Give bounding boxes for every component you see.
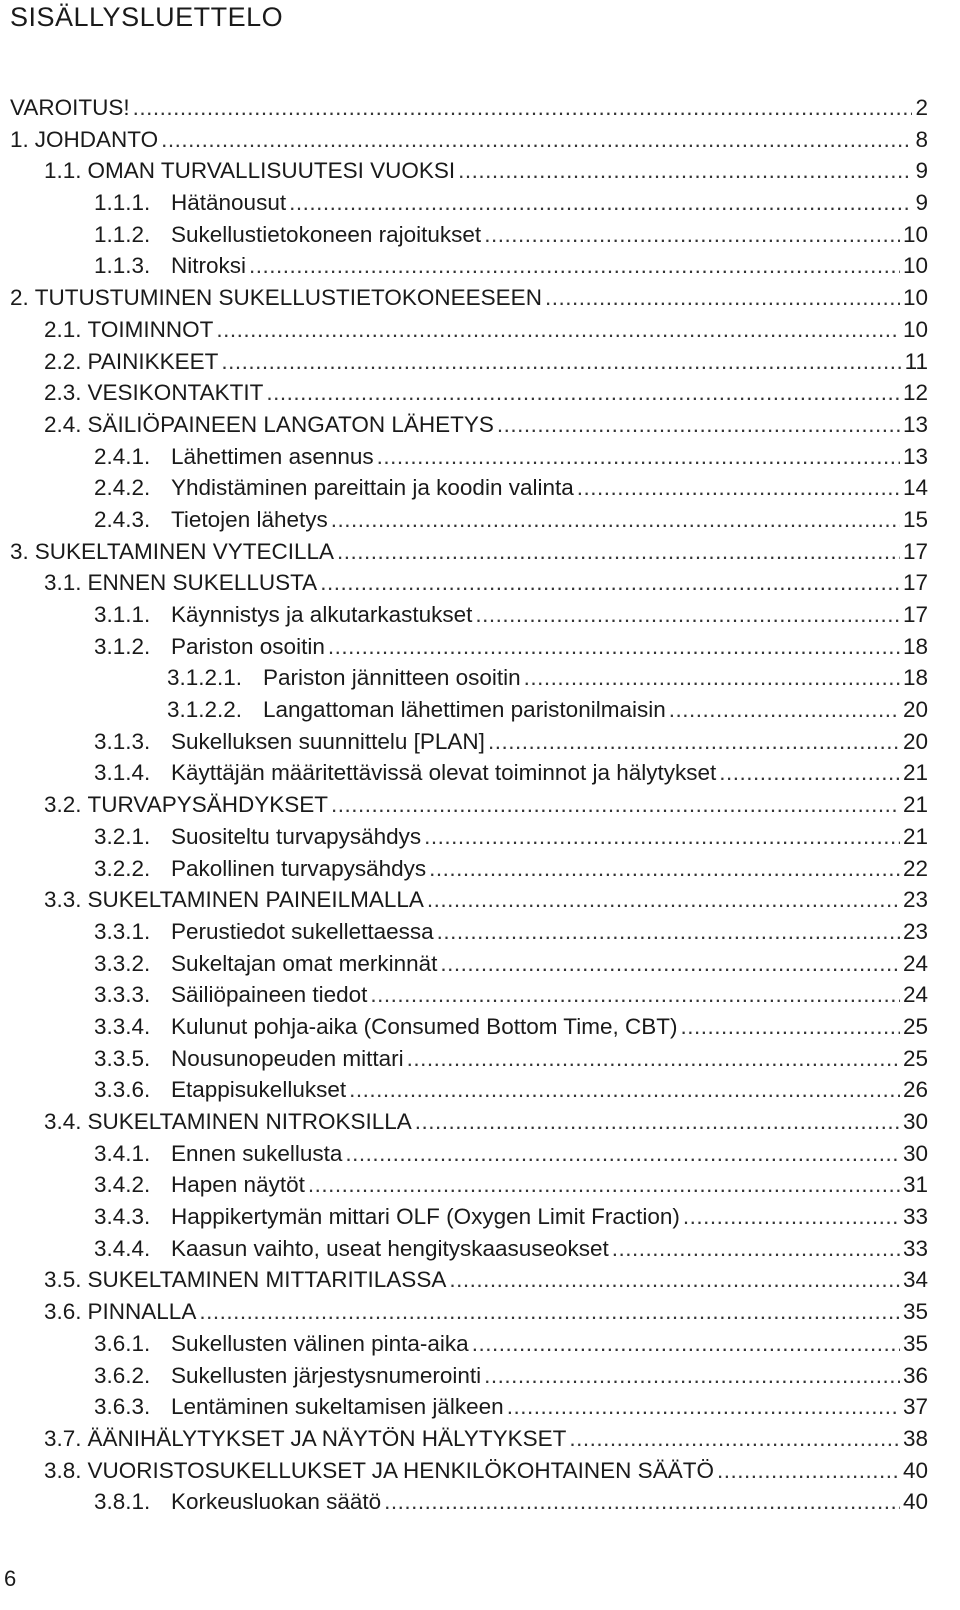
toc-dot-leader: [308, 1169, 900, 1201]
toc-entry-page: 10: [902, 285, 928, 311]
toc-entry-title: Käynnistys ja alkutarkastukset: [171, 602, 473, 627]
toc-entry[interactable]: [0, 757, 960, 789]
toc-entry[interactable]: [0, 1328, 960, 1360]
toc-entry[interactable]: [0, 567, 960, 599]
toc-dot-leader: [577, 472, 900, 504]
toc-dot-leader: [328, 631, 900, 663]
toc-entry-page: 31: [902, 1172, 928, 1198]
toc-entry-title: Nousunopeuden mittari: [171, 1045, 404, 1071]
toc-entry-page: 20: [902, 728, 928, 754]
toc-entry-number: 2.2.: [44, 348, 82, 374]
toc-dot-leader: [484, 1360, 900, 1392]
toc-entry-title: Lentäminen sukeltamisen jälkeen: [171, 1394, 504, 1420]
toc-entry-title: Perustiedot sukellettaessa: [171, 918, 434, 944]
toc-entry-page: 11: [904, 348, 928, 374]
toc-entry-page: 22: [902, 855, 928, 881]
toc-dot-leader: [349, 1074, 900, 1106]
toc-entry-title: Suositeltu turvapysähdys: [171, 823, 422, 849]
toc-dot-leader: [458, 155, 912, 187]
toc-entry-number: 3.4.4.: [94, 1235, 151, 1261]
toc-dot-leader: [320, 567, 900, 599]
page-title: SISÄLLYSLUETTELO: [10, 2, 284, 32]
toc-entry-number: 1.1.1.: [94, 190, 151, 216]
toc-entry-title: Lähettimen asennus: [171, 443, 374, 469]
toc-entry-page: 24: [902, 950, 928, 976]
toc-entry-page: 12: [902, 380, 928, 406]
toc-entry-title: Sukeltajan omat merkinnät: [171, 950, 438, 976]
toc-entry[interactable]: [0, 821, 960, 853]
toc-dot-leader: [331, 504, 900, 536]
toc-dot-leader: [545, 282, 900, 314]
toc-entry-number: 3.3.3.: [94, 982, 151, 1008]
toc-dot-leader: [266, 377, 900, 409]
toc-entry-page: 25: [902, 1013, 928, 1039]
toc-entry-title: Tietojen lähetys: [171, 506, 328, 532]
toc-entry[interactable]: [0, 92, 960, 124]
toc-entry-page: 8: [915, 126, 928, 152]
toc-entry[interactable]: [0, 282, 960, 314]
toc-entry[interactable]: [0, 599, 960, 631]
toc-entry-title: Ennen sukellusta: [171, 1140, 343, 1166]
toc-entry-number: 3.4.2.: [94, 1172, 151, 1198]
toc-dot-leader: [488, 726, 900, 758]
toc-entry[interactable]: [0, 884, 960, 916]
toc-entry-page: 17: [902, 602, 928, 627]
toc-entry-title: SUKELTAMINEN MITTARITILASSA: [87, 1267, 447, 1293]
toc-entry-number: 3.6.: [44, 1299, 82, 1325]
toc-dot-leader: [475, 599, 900, 631]
toc-entry-number: 3.6.3.: [94, 1394, 151, 1420]
toc-entry-number: 1.: [10, 126, 29, 152]
toc-entry-title: TUTUSTUMINEN SUKELLUSTIETOKONEESEEN: [34, 285, 542, 311]
toc-entry-title: Säiliöpaineen tiedot: [171, 982, 368, 1008]
toc-entry-title: SÄILIÖPAINEEN LANGATON LÄHETYS: [87, 411, 494, 437]
toc-dot-leader: [221, 346, 901, 378]
toc-entry[interactable]: [0, 314, 960, 346]
toc-dot-leader: [683, 1201, 900, 1233]
toc-entry-title: TURVAPYSÄHDYKSET: [87, 792, 329, 818]
toc-entry-title: Pakollinen turvapysähdys: [171, 855, 427, 881]
toc-entry[interactable]: [0, 187, 960, 219]
page-number: 6: [4, 1566, 17, 1591]
toc-dot-leader: [377, 441, 900, 473]
toc-entry-number: 3.: [10, 538, 29, 564]
table-of-contents: [0, 92, 960, 1518]
toc-entry[interactable]: [0, 979, 960, 1011]
toc-entry-number: 3.1.2.: [94, 633, 151, 659]
toc-entry[interactable]: [0, 1233, 960, 1265]
toc-dot-leader: [719, 757, 900, 789]
toc-entry-title: SUKELTAMINEN VYTECILLA: [34, 538, 335, 564]
toc-entry-title: VAROITUS!: [10, 95, 130, 120]
toc-entry[interactable]: [0, 1201, 960, 1233]
toc-entry-number: 3.3.2.: [94, 950, 151, 976]
toc-entry[interactable]: [0, 1043, 960, 1075]
toc-entry-title: Sukellusten välinen pinta-aika: [171, 1330, 469, 1356]
toc-dot-leader: [569, 1423, 900, 1455]
toc-entry-number: 3.1.4.: [94, 760, 151, 786]
toc-entry[interactable]: [0, 662, 960, 694]
toc-entry-number: 3.4.: [44, 1109, 82, 1134]
toc-entry[interactable]: [0, 726, 960, 758]
toc-entry-page: 23: [902, 918, 928, 944]
toc-entry-page: 21: [902, 792, 928, 818]
toc-entry-number: 1.1.: [44, 158, 82, 184]
toc-entry-title: SUKELTAMINEN NITROKSILLA: [87, 1109, 412, 1134]
toc-entry[interactable]: [0, 441, 960, 473]
toc-entry-number: 2.4.1.: [94, 443, 151, 469]
toc-entry-title: Nitroksi: [171, 253, 247, 279]
toc-entry-number: 3.3.: [44, 887, 82, 913]
toc-entry-page: 24: [902, 982, 928, 1008]
toc-entry-page: 14: [902, 475, 928, 501]
toc-entry-title: Sukellustietokoneen rajoitukset: [171, 221, 482, 247]
toc-entry-number: 3.2.: [44, 792, 82, 818]
toc-entry-page: 18: [902, 633, 928, 659]
toc-entry-page: 15: [902, 506, 928, 532]
toc-entry-title: Hapen näytöt: [171, 1172, 305, 1198]
toc-entry-number: 2.1.: [44, 316, 82, 342]
toc-entry[interactable]: [0, 853, 960, 885]
toc-entry[interactable]: [0, 1455, 960, 1487]
toc-dot-leader: [424, 821, 900, 853]
toc-dot-leader: [669, 694, 900, 726]
toc-entry-title: VUORISTOSUKELLUKSET JA HENKILÖKOHTAINEN SÄÄTÖ: [87, 1457, 714, 1483]
toc-entry[interactable]: [0, 1106, 960, 1138]
toc-entry-page: 13: [902, 411, 928, 437]
toc-entry-number: 3.2.2.: [94, 855, 151, 881]
toc-entry-page: 33: [902, 1235, 928, 1261]
toc-entry[interactable]: [0, 346, 960, 378]
toc-entry-title: OMAN TURVALLISUUTESI VUOKSI: [87, 158, 456, 184]
toc-entry-title: ENNEN SUKELLUSTA: [87, 570, 318, 596]
toc-entry[interactable]: [0, 1296, 960, 1328]
toc-entry-page: 18: [902, 665, 928, 691]
toc-dot-leader: [337, 536, 900, 568]
toc-entry-page: 40: [902, 1489, 928, 1515]
toc-entry-title: Käyttäjän määritettävissä olevat toiminnot ja hälytykset: [171, 760, 717, 786]
toc-dot-leader: [427, 884, 900, 916]
toc-entry-number: 3.6.1.: [94, 1330, 151, 1356]
toc-entry[interactable]: [0, 536, 960, 568]
toc-dot-leader: [331, 789, 900, 821]
toc-dot-leader: [199, 1296, 900, 1328]
toc-entry-title: Sukellusten järjestysnumerointi: [171, 1362, 482, 1388]
toc-entry-title: ÄÄNIHÄLYTYKSET JA NÄYTÖN HÄLYTYKSET: [87, 1425, 567, 1451]
toc-dot-leader: [133, 92, 913, 124]
toc-entry-page: 10: [902, 316, 928, 342]
toc-dot-leader: [161, 124, 912, 156]
toc-entry-title: Sukelluksen suunnittelu [PLAN]: [171, 728, 485, 754]
toc-entry-page: 2: [915, 95, 928, 120]
toc-entry-number: 1.1.2.: [94, 221, 151, 247]
toc-entry-page: 20: [902, 697, 928, 723]
toc-entry-title: Langattoman lähettimen paristonilmaisin: [263, 697, 666, 723]
toc-entry-title: Kaasun vaihto, useat hengityskaasuseokset: [171, 1235, 609, 1261]
toc-entry-page: 34: [902, 1267, 928, 1293]
toc-entry[interactable]: [0, 377, 960, 409]
toc-dot-leader: [680, 1011, 899, 1043]
toc-entry-number: 3.7.: [44, 1425, 82, 1451]
toc-entry-page: 35: [902, 1299, 928, 1325]
toc-dot-leader: [437, 916, 900, 948]
toc-entry[interactable]: [0, 1169, 960, 1201]
toc-entry-page: 9: [915, 158, 928, 184]
toc-dot-leader: [289, 187, 912, 219]
toc-entry[interactable]: [0, 1360, 960, 1392]
toc-dot-leader: [370, 979, 900, 1011]
toc-entry-number: 3.6.2.: [94, 1362, 151, 1388]
toc-entry[interactable]: [0, 504, 960, 536]
toc-entry[interactable]: [0, 694, 960, 726]
toc-entry-page: 37: [902, 1394, 928, 1420]
toc-entry[interactable]: [0, 631, 960, 663]
toc-entry[interactable]: [0, 250, 960, 282]
toc-entry-title: PINNALLA: [87, 1299, 197, 1325]
toc-entry-number: 3.1.2.2.: [167, 697, 243, 723]
toc-entry-page: 25: [902, 1045, 928, 1071]
toc-entry-number: 3.1.2.1.: [167, 665, 243, 691]
toc-entry-title: Hätänousut: [171, 190, 287, 216]
toc-entry-title: JOHDANTO: [34, 126, 159, 152]
toc-dot-leader: [384, 1486, 900, 1518]
toc-entry[interactable]: [0, 1011, 960, 1043]
toc-entry-page: 35: [902, 1330, 928, 1356]
toc-entry[interactable]: [0, 1423, 960, 1455]
toc-entry[interactable]: [0, 1391, 960, 1423]
toc-entry[interactable]: [0, 948, 960, 980]
toc-entry-page: 17: [902, 570, 928, 596]
toc-entry-title: TOIMINNOT: [87, 316, 214, 342]
toc-entry-number: 2.4.3.: [94, 506, 151, 532]
toc-dot-leader: [612, 1233, 900, 1265]
toc-entry[interactable]: [0, 472, 960, 504]
toc-dot-leader: [415, 1106, 900, 1138]
toc-entry-title: Etappisukellukset: [171, 1077, 347, 1103]
toc-entry-number: 2.4.2.: [94, 475, 151, 501]
toc-dot-leader: [345, 1138, 900, 1170]
toc-entry-number: 3.8.: [44, 1457, 82, 1483]
toc-dot-leader: [440, 948, 900, 980]
toc-entry[interactable]: [0, 1138, 960, 1170]
toc-entry-page: 30: [902, 1109, 928, 1134]
toc-entry[interactable]: [0, 916, 960, 948]
toc-entry-page: 10: [902, 253, 928, 279]
toc-entry-page: 10: [902, 221, 928, 247]
toc-entry-number: 2.3.: [44, 380, 82, 406]
toc-entry-number: 3.4.1.: [94, 1140, 151, 1166]
toc-dot-leader: [249, 250, 900, 282]
toc-entry-title: Pariston jännitteen osoitin: [263, 665, 521, 691]
toc-entry[interactable]: [0, 1264, 960, 1296]
toc-dot-leader: [216, 314, 900, 346]
toc-entry-number: 3.2.1.: [94, 823, 151, 849]
toc-dot-leader: [717, 1455, 900, 1487]
toc-entry-title: Korkeusluokan säätö: [171, 1489, 382, 1515]
toc-entry-page: 23: [902, 887, 928, 913]
toc-entry-page: 26: [902, 1077, 928, 1103]
toc-entry-number: 3.3.4.: [94, 1013, 151, 1039]
toc-entry-number: 3.1.3.: [94, 728, 151, 754]
toc-entry[interactable]: [0, 219, 960, 251]
toc-entry-page: 33: [902, 1204, 928, 1230]
toc-entry-number: 3.8.1.: [94, 1489, 151, 1515]
toc-dot-leader: [497, 409, 900, 441]
toc-entry-number: 3.3.6.: [94, 1077, 151, 1103]
toc-dot-leader: [472, 1328, 900, 1360]
toc-entry[interactable]: [0, 1486, 960, 1518]
toc-entry-number: 2.: [10, 285, 29, 311]
toc-entry-title: PAINIKKEET: [87, 348, 219, 374]
toc-dot-leader: [449, 1264, 900, 1296]
toc-entry-title: Happikertymän mittari OLF (Oxygen Limit Fraction): [171, 1204, 680, 1230]
toc-entry-page: 17: [902, 538, 928, 564]
toc-entry-number: 3.1.: [44, 570, 82, 596]
toc-dot-leader: [429, 853, 900, 885]
toc-entry[interactable]: [0, 1074, 960, 1106]
toc-entry-number: 3.3.1.: [94, 918, 151, 944]
toc-entry[interactable]: [0, 409, 960, 441]
toc-dot-leader: [407, 1043, 900, 1075]
toc-entry-number: 2.4.: [44, 411, 82, 437]
toc-entry-title: Pariston osoitin: [171, 633, 325, 659]
toc-entry[interactable]: [0, 155, 960, 187]
toc-entry[interactable]: [0, 789, 960, 821]
toc-entry-number: 3.4.3.: [94, 1204, 151, 1230]
toc-entry-page: 21: [902, 823, 928, 849]
toc-entry-number: 1.1.3.: [94, 253, 151, 279]
toc-entry-page: 9: [915, 190, 928, 216]
toc-entry-page: 30: [902, 1140, 928, 1166]
toc-entry-title: Yhdistäminen pareittain ja koodin valinta: [171, 475, 574, 501]
toc-entry-title: SUKELTAMINEN PAINEILMALLA: [87, 887, 424, 913]
toc-entry-number: 3.1.1.: [94, 602, 151, 627]
toc-entry-title: Kulunut pohja-aika (Consumed Bottom Time, CBT): [171, 1013, 678, 1039]
toc-dot-leader: [524, 662, 900, 694]
toc-dot-leader: [484, 219, 900, 251]
toc-entry-number: 3.5.: [44, 1267, 82, 1293]
toc-entry[interactable]: [0, 124, 960, 156]
toc-entry-page: 36: [902, 1362, 928, 1388]
toc-entry-title: VESIKONTAKTIT: [87, 380, 264, 406]
toc-entry-page: 21: [902, 760, 928, 786]
toc-entry-page: 40: [902, 1457, 928, 1483]
toc-dot-leader: [507, 1391, 900, 1423]
toc-entry-number: 3.3.5.: [94, 1045, 151, 1071]
toc-entry-page: 38: [902, 1425, 928, 1451]
toc-entry-page: 13: [902, 443, 928, 469]
